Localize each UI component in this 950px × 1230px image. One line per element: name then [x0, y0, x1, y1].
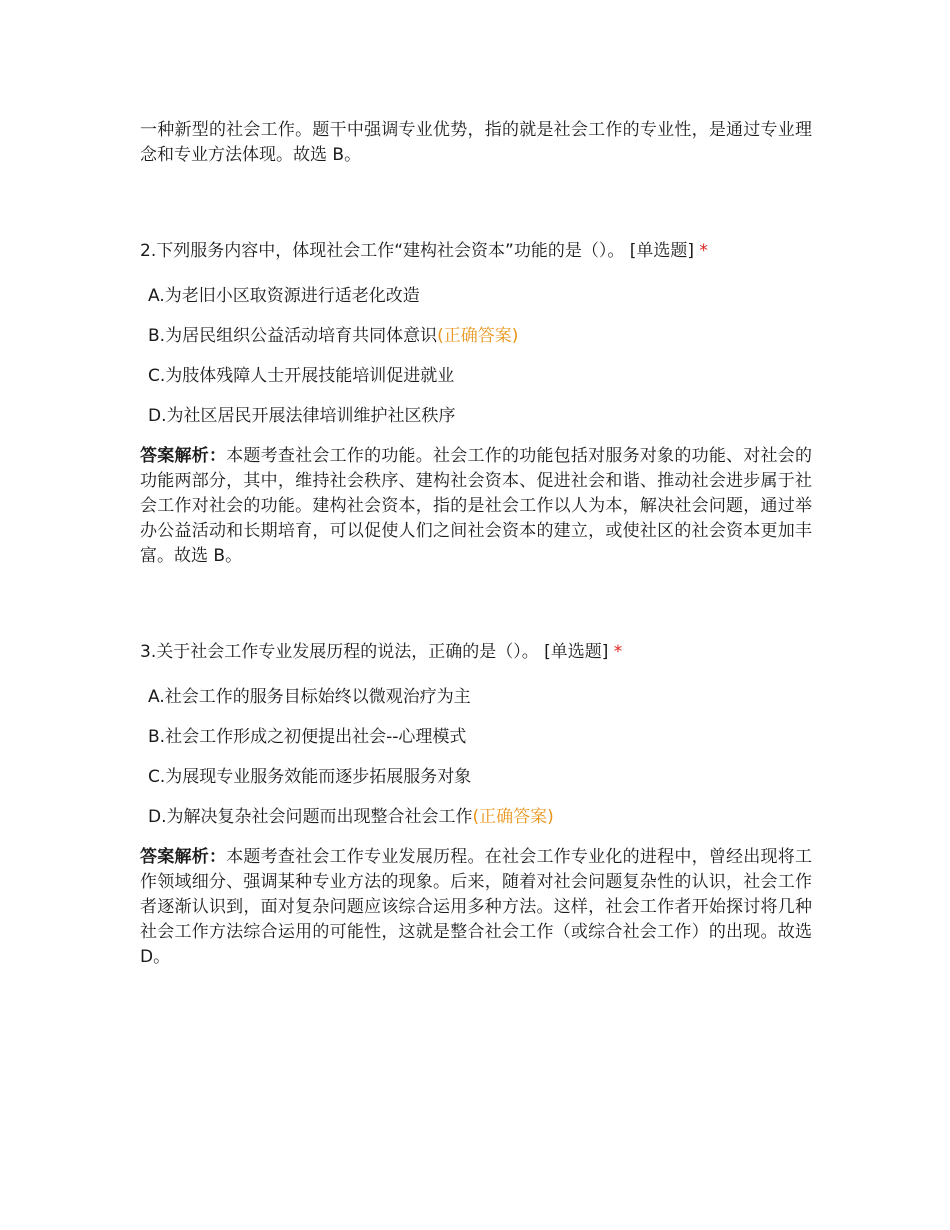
document-body: [140, 118, 812, 970]
correct-answer-mark: (正确答案): [437, 326, 519, 346]
option-a: [148, 685, 812, 710]
option-b: [148, 324, 812, 349]
required-marker: *: [699, 241, 708, 261]
option-b: [148, 725, 812, 750]
option-c: [148, 364, 812, 389]
question-block: [140, 640, 812, 970]
question-stem: [140, 239, 812, 264]
option-text: A.社会工作的服务目标始终以微观治疗为主: [148, 687, 471, 707]
correct-answer-mark: (正确答案): [472, 807, 554, 827]
option-text: D.为解决复杂社会问题而出现整合社会工作: [148, 807, 473, 827]
option-text: C.为肢体残障人士开展技能培训促进就业: [148, 366, 455, 386]
option-d: [148, 805, 812, 830]
option-c: [148, 765, 812, 790]
option-d: [148, 404, 812, 429]
answer-text: 本题考查社会工作的功能。社会工作的功能包括对服务对象的功能、对社会的功能两部分，其中，维持社会秩序、建构社会资本、促进社会和谐、推动社会进步属于社会工作对社会的功能。建构社会资本，指的是社会工作以人为本，解决社会问题，通过举办公益活动和长期培育，可以促使人们之间社会资本的建立，或使社区的社会资本更加丰富。故选 B。: [140, 446, 813, 566]
answer-explanation: [140, 444, 812, 569]
option-a: [148, 284, 812, 309]
answer-explanation: [140, 845, 812, 970]
question-stem-text: 2.下列服务内容中，体现社会工作“建构社会资本”功能的是（）。 [单选题]: [140, 241, 695, 261]
option-text: B.社会工作形成之初便提出社会--心理模式: [148, 727, 467, 747]
intro-paragraph: 一种新型的社会工作。题干中强调专业优势，指的就是社会工作的专业性，是通过专业理念和专业方法体现。故选 B。: [140, 120, 812, 165]
option-text: B.为居民组织公益活动培育共同体意识: [148, 326, 438, 346]
required-marker: *: [613, 642, 623, 662]
option-text: D.为社区居民开展法律培训维护社区秩序: [148, 406, 456, 426]
answer-text: 本题考查社会工作专业发展历程。在社会工作专业化的进程中，曾经出现将工作领域细分、强调某种专业方法的现象。后来，随着对社会问题复杂性的认识，社会工作者逐渐认识到，面对复杂问题应该综合运用多种方法。这样，社会工作者开始探讨将几种社会工作方法综合运用的可能性，这就是整合社会工作（或综合社会工作）的出现。故选 D。: [140, 847, 813, 967]
answer-label: 答案解析：: [140, 446, 227, 466]
question-block: [140, 239, 812, 569]
option-text: C.为展现专业服务效能而逐步拓展服务对象: [148, 767, 472, 787]
question-stem: [140, 640, 812, 665]
answer-label: 答案解析：: [140, 847, 227, 867]
question-stem-text: 3.关于社会工作专业发展历程的说法，正确的是（）。 [单选题]: [140, 642, 609, 662]
option-text: A.为老旧小区取资源进行适老化改造: [148, 286, 420, 306]
